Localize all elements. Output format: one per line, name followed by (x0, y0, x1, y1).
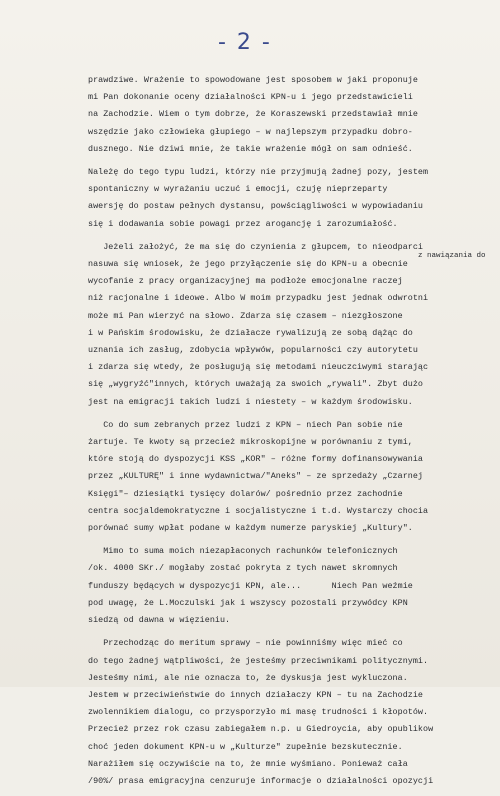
text-line: Co do sum zebranych przez ludzi z KPN – niech Pan sobie nie (88, 419, 403, 430)
text-line: i zdarza się wtedy, że posługują się metodami nieuczciwymi starając (88, 362, 429, 373)
text-line: Przecież przez rok czasu zabiegałem n.p. u Giedroycia, aby opublikow (88, 724, 434, 735)
text-line: choć jeden dokument KPN-u w „Kulturze" zupełnie bezskutecznie. (88, 741, 403, 752)
text-line: funduszy będących w dyspozycji KPN, ale... Niech Pan weźmie (88, 580, 413, 591)
text-line: niż racjonalne i ideowe. Albo W moim przypadku jest jednak odwrotni (88, 293, 429, 304)
text-line: porównać sumy wpłat podane w każdym numerze paryskiej „Kultury". (88, 523, 413, 534)
text-line: /90%/ prasa emigracyjna cenzuruje informacje o działalności opozycji (88, 775, 434, 786)
paragraph (88, 543, 483, 629)
text-line: się „wygryźć"innych, których uważają za swoich „rywali". Zbyt dużo (88, 379, 424, 390)
text-line: centra socjaldemokratyczne i socjalistyczne i t.d. Wystarczy chocia (88, 505, 429, 516)
text-line: wszędzie jako człowieka głupiego – w najlepszym przypadku dobro- (88, 126, 413, 137)
paragraph (88, 417, 483, 537)
text-line: na Zachodzie. Wiem o tym dobrze, że Koraszewski przedstawiał mnie (88, 109, 418, 120)
text-line: dusznego. Nie dziwi mnie, że takie wrażenie mógł on sam odnieść. (88, 143, 413, 154)
text-line: Jestem w przeciwieństwie do innych działaczy KPN – tu na Zachodzie (88, 689, 424, 700)
text-line: uznania ich zasług, zdobycia wpływów, popularności czy autorytetu (88, 345, 418, 356)
text-line: które stoją do dyspozycji KSS „KOR" – różne formy dofinansowywania (88, 454, 424, 465)
page-number: - 2 - (218, 30, 272, 55)
text-line: jest na emigracji takich ludzi i niestety – w każdym środowisku. (88, 396, 413, 407)
text-line: prawdziwe. Wrażenie to spowodowane jest sposobem w jaki proponuje (88, 75, 418, 85)
text-line: Należę do tego typu ludzi, którzy nie przyjmują żadnej pozy, jestem (88, 167, 429, 178)
text-line: Księgi"– dziesiątki tysięcy dolarów/ pośrednio przez zachodnie (88, 488, 403, 499)
text-line: się i dodawania sobie powagi przez arogancję i zarozumiałość. (88, 218, 398, 229)
paragraph (88, 635, 483, 790)
handwritten-margin-note: z nawiązania do (418, 252, 486, 260)
text-line: przez „KULTURĘ" i inne wydawnictwa/"Aneks" – ze sprzedaży „Czarnej (88, 471, 424, 482)
text-line: Jeżeli założyć, że ma się do czynienia z głupcem, to nieodparci (88, 241, 424, 252)
text-line: mi Pan dokonanie oceny działalności KPN-u i jego przedstawicieli (88, 92, 413, 103)
text-line: nasuwa się wniosek, że jego przyłączenie się do KPN-u a obecnie (88, 259, 408, 270)
text-line: siedzą od dawna w więzieniu. (88, 615, 231, 626)
text-line: Przechodząc do meritum sprawy – nie powinniśmy więc mieć co (88, 638, 403, 649)
text-line: wycofanie z pracy organizacyjnej ma podłoże emocjonalne raczej (88, 276, 403, 287)
text-line: Mimo to suma moich niezapłaconych rachunków telefonicznych (88, 546, 398, 557)
text-line: zwolennikiem dialogu, co przysporzyło mi masę trudności i kłopotów. (88, 707, 429, 718)
text-line: żartuje. Te kwoty są przecież mikroskopijne w porównaniu z tymi, (88, 437, 413, 448)
text-line: Jesteśmy nimi, ale nie oznacza to, że dyskusja jest wykluczona. (88, 672, 408, 683)
text-line: i w Pańskim środowisku, że działacze rywalizują ze sobą dążąc do (88, 327, 413, 338)
paragraph (88, 72, 483, 158)
text-line: awersję do postaw pełnych dystansu, powściągliwości w wypowiadaniu (88, 201, 424, 212)
text-line: Narażiłem się oczywiście na to, że mnie wyśmiano. Ponieważ cała (88, 758, 408, 769)
text-line: pod uwagę, że L.Moczulski jak i wszyscy pozostali przywódcy KPN (88, 597, 408, 608)
text-line: do tego żadnej wątpliwości, że jesteśmy przeciwnikami politycznymi. (88, 655, 429, 666)
letter-body (88, 72, 483, 796)
text-line: może mi Pan wierzyć na słowo. Zdarza się czasem – niezgłoszone (88, 310, 403, 321)
paragraph (88, 239, 483, 411)
paragraph (88, 164, 483, 233)
text-line: /ok. 4000 SKr./ mogłaby zostać pokryta z tych nawet skromnych (88, 563, 398, 574)
text-line: spontaniczny w wyrażaniu uczuć i emocji, czuję nieprzeparty (88, 184, 388, 195)
